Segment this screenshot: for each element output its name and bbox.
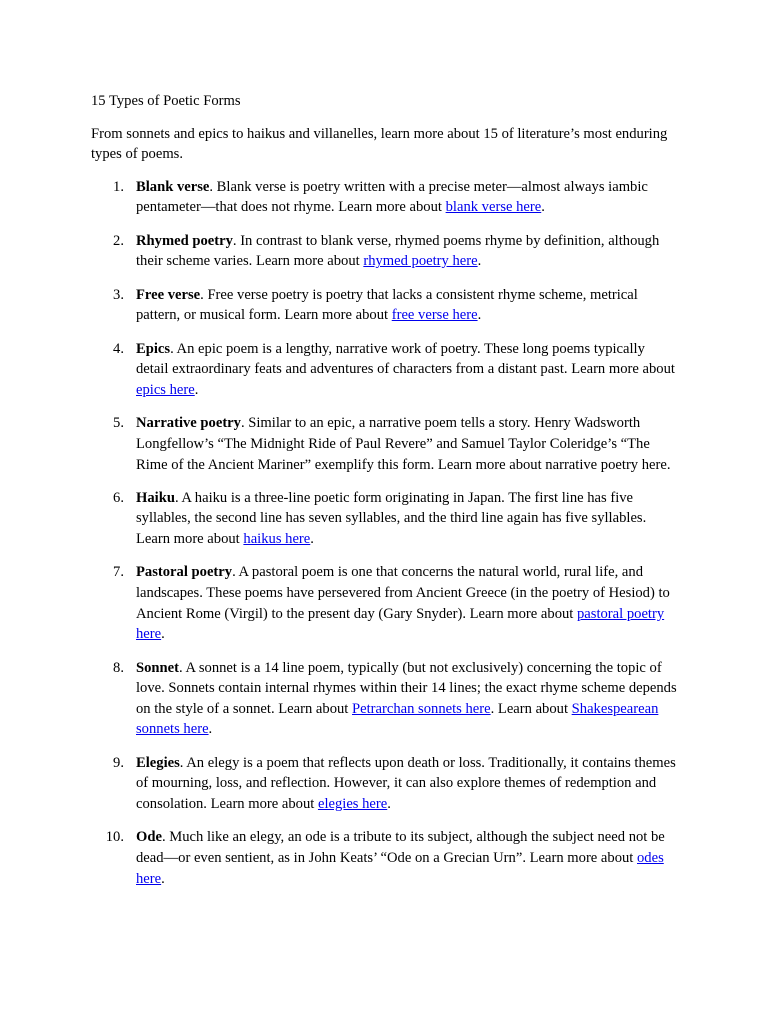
item-term: Blank verse xyxy=(136,178,210,195)
elegies-link[interactable]: elegies here xyxy=(317,796,388,812)
haikus-link[interactable]: haikus here xyxy=(243,531,311,548)
item-number: 6. xyxy=(113,489,124,506)
item-end: . xyxy=(310,531,314,548)
item-term: Narrative poetry xyxy=(136,415,241,432)
item-text: . In contrast to blank verse, rhymed poems rhyme by definition, although their scheme varies. Learn more about xyxy=(136,232,660,270)
item-number: 3. xyxy=(113,286,124,303)
item-text: . An elegy is a poem that reflects upon death or loss. Traditionally, it contains themes of mourning, loss, and reflection. However, it can also explore themes of redemption and consolation. Learn more about xyxy=(136,754,676,812)
item-end: . xyxy=(161,870,165,887)
item-mid: . Learn about xyxy=(490,700,572,717)
item-term: Ode xyxy=(136,829,162,846)
poetic-forms-list xyxy=(91,177,678,889)
item-number: 4. xyxy=(113,340,124,357)
item-number: 7. xyxy=(113,564,124,581)
list-item xyxy=(91,753,678,815)
item-term: Sonnet xyxy=(136,659,179,676)
blank-verse-link[interactable]: blank verse here xyxy=(445,199,542,216)
petrarchan-sonnets-link[interactable]: Petrarchan sonnets here xyxy=(352,700,491,717)
item-term: Rhymed poetry xyxy=(136,232,233,249)
item-text: . Much like an elegy, an ode is a tribute to its subject, although the subject need not be dead—or even sentient, as in John Keats’ “Ode on a Grecian Urn”. Learn more about xyxy=(136,829,665,866)
item-end: . xyxy=(541,199,545,216)
list-item xyxy=(91,562,678,644)
item-text: . Similar to an epic, a narrative poem tells a story. Henry Wadsworth Longfellow’s “The Midnight Ride of Paul Revere” and Samuel Taylor Coleridge’s “The Rime of the Ancient Mariner” exemplify this form. Learn more about narrative poetry here. xyxy=(136,415,671,473)
item-end: . xyxy=(194,381,199,398)
item-term: Elegies xyxy=(136,754,180,771)
item-number: 2. xyxy=(113,232,124,249)
item-number: 1. xyxy=(113,178,124,195)
item-end: . xyxy=(387,796,391,812)
document-intro: From sonnets and epics to haikus and villanelles, learn more about 15 of literature’s most enduring types of poems. xyxy=(91,125,668,163)
item-number: 9. xyxy=(113,754,124,771)
item-end: . xyxy=(208,721,213,738)
list-item xyxy=(91,827,678,889)
shakespearean-sonnets-link[interactable]: Shakespearean sonnets here xyxy=(136,700,659,738)
epics-link[interactable]: epics here xyxy=(136,381,195,398)
list-item xyxy=(91,413,678,475)
odes-link[interactable]: odes here xyxy=(136,849,664,887)
list-item xyxy=(91,285,678,326)
item-end: . xyxy=(477,307,482,324)
item-number: 8. xyxy=(113,659,124,676)
document-title: 15 Types of Poetic Forms xyxy=(91,93,241,109)
pastoral-poetry-link[interactable]: pastoral poetry here xyxy=(136,605,665,643)
list-item xyxy=(91,339,678,401)
list-item xyxy=(91,177,678,218)
item-text: . A haiku is a three-line poetic form originating in Japan. The first line has five syllables, the second line has seven syllables, and the third line again has five syllables. Learn more about xyxy=(136,489,647,548)
rhymed-poetry-link[interactable]: rhymed poetry here xyxy=(363,253,478,270)
item-text: . An epic poem is a lengthy, narrative work of poetry. These long poems typically detail extraordinary feats and adventures of characters from a distant past. Learn more about xyxy=(136,340,675,378)
list-item xyxy=(91,658,678,740)
free-verse-link[interactable]: free verse here xyxy=(391,307,478,324)
list-item xyxy=(91,488,678,550)
item-number: 10. xyxy=(105,829,124,846)
item-text: . A pastoral poem is one that concerns the natural world, rural life, and landscapes. These poems have persevered from Ancient Greece (in the poetry of Hesiod) to Ancient Rome (Virgil) to the present day (Gary Snyder). Learn more about xyxy=(136,564,670,622)
item-term: Pastoral poetry xyxy=(136,564,233,581)
item-text: . Blank verse is poetry written with a precise meter—almost always iambic pentameter—that does not rhyme. Learn more about xyxy=(136,178,648,216)
item-number: 5. xyxy=(113,415,124,432)
list-item xyxy=(91,231,678,272)
item-text: . A sonnet is a 14 line poem, typically (but not exclusively) concerning the topic of love. Sonnets contain internal rhymes within their 14 lines; the exact rhyme scheme depends on the style of a sonnet. Learn about xyxy=(136,659,677,717)
item-end: . xyxy=(161,626,165,643)
item-end: . xyxy=(477,253,482,270)
item-term: Haiku xyxy=(136,489,175,506)
item-term: Free verse xyxy=(136,286,201,303)
item-text: . Free verse poetry is poetry that lacks a consistent rhyme scheme, metrical pattern, or musical form. Learn more about xyxy=(136,286,638,324)
item-term: Epics xyxy=(136,340,171,357)
